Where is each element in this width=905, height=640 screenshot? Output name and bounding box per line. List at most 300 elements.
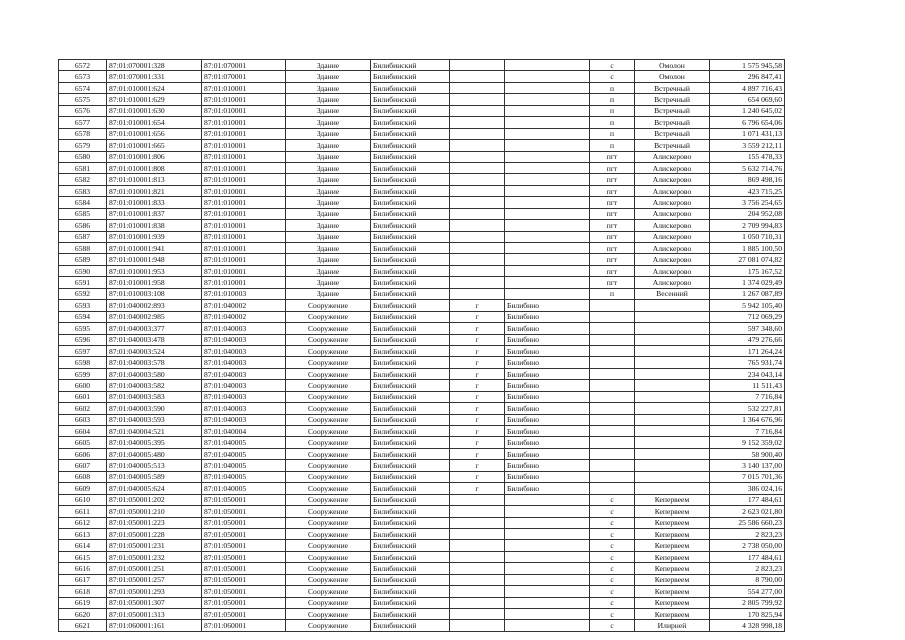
cell-settlement-type xyxy=(450,540,505,551)
cell-cadastral-number: 87:01:010001:665 xyxy=(107,140,202,151)
cell-cadastral-value: 423 715,25 xyxy=(710,185,785,196)
table-row xyxy=(59,300,785,311)
cell-locality-type xyxy=(590,483,635,494)
cell-locality-type: с xyxy=(590,517,635,528)
cell-cadastral-quarter: 87:01:040003 xyxy=(202,323,286,334)
cell-object-type: Сооружение xyxy=(286,357,371,368)
cell-locality-type xyxy=(590,414,635,425)
cell-cadastral-value: 1 050 710,31 xyxy=(710,231,785,242)
cell-row-number: 6580 xyxy=(59,151,107,162)
cell-locality: Кепервеем xyxy=(635,574,710,585)
cell-cadastral-value: 5 632 714,76 xyxy=(710,162,785,173)
cell-cadastral-quarter: 87:01:040005 xyxy=(202,437,286,448)
cell-city xyxy=(505,162,590,173)
cell-cadastral-number: 87:01:040003:478 xyxy=(107,334,202,345)
cell-settlement-type xyxy=(450,254,505,265)
cell-cadastral-value: 3 140 137,00 xyxy=(710,460,785,471)
cell-city: Билибино xyxy=(505,311,590,322)
cell-locality: Омолон xyxy=(635,71,710,82)
cell-object-type: Здание xyxy=(286,71,371,82)
table-row xyxy=(59,117,785,128)
table-row xyxy=(59,426,785,437)
cell-settlement-type xyxy=(450,494,505,505)
table-row xyxy=(59,620,785,631)
cell-cadastral-value: 7 015 701,36 xyxy=(710,471,785,482)
table-row xyxy=(59,380,785,391)
cell-cadastral-quarter: 87:01:010001 xyxy=(202,105,286,116)
cell-locality: Алискерово xyxy=(635,265,710,276)
cell-district: Билибинский xyxy=(371,563,450,574)
cell-settlement-type xyxy=(450,185,505,196)
cell-cadastral-quarter: 87:01:040003 xyxy=(202,391,286,402)
cell-object-type: Здание xyxy=(286,231,371,242)
cell-locality-type: пгт xyxy=(590,208,635,219)
cell-district: Билибинский xyxy=(371,71,450,82)
cell-cadastral-quarter: 87:01:040003 xyxy=(202,414,286,425)
table-row xyxy=(59,345,785,356)
cell-locality-type xyxy=(590,357,635,368)
cell-cadastral-value: 25 586 660,23 xyxy=(710,517,785,528)
cell-city: Билибино xyxy=(505,368,590,379)
cell-city xyxy=(505,94,590,105)
cell-cadastral-number: 87:01:010001:939 xyxy=(107,231,202,242)
cell-district: Билибинский xyxy=(371,471,450,482)
table-row xyxy=(59,403,785,414)
table-row xyxy=(59,128,785,139)
cell-district: Билибинский xyxy=(371,185,450,196)
cell-locality-type: с xyxy=(590,574,635,585)
cell-district: Билибинский xyxy=(371,94,450,105)
cell-settlement-type xyxy=(450,174,505,185)
cell-district: Билибинский xyxy=(371,334,450,345)
cell-district: Билибинский xyxy=(371,117,450,128)
cell-district: Билибинский xyxy=(371,380,450,391)
cell-city xyxy=(505,277,590,288)
cell-cadastral-quarter: 87:01:070001 xyxy=(202,71,286,82)
cell-locality-type: п xyxy=(590,140,635,151)
cell-object-type: Здание xyxy=(286,277,371,288)
cell-cadastral-number: 87:01:050001:223 xyxy=(107,517,202,528)
cell-settlement-type xyxy=(450,82,505,93)
cell-city: Билибино xyxy=(505,437,590,448)
cell-cadastral-quarter: 87:01:050001 xyxy=(202,528,286,539)
cell-row-number: 6588 xyxy=(59,243,107,254)
cell-cadastral-number: 87:01:040003:578 xyxy=(107,357,202,368)
cell-city xyxy=(505,528,590,539)
cell-cadastral-value: 27 081 074,82 xyxy=(710,254,785,265)
cell-city xyxy=(505,586,590,597)
cell-district: Билибинский xyxy=(371,586,450,597)
cell-cadastral-value: 2 738 050,00 xyxy=(710,540,785,551)
cell-city xyxy=(505,60,590,71)
cell-city: Билибино xyxy=(505,334,590,345)
cell-cadastral-value: 386 024,16 xyxy=(710,483,785,494)
cell-locality-type: пгт xyxy=(590,277,635,288)
cell-cadastral-quarter: 87:01:010001 xyxy=(202,82,286,93)
cell-row-number: 6621 xyxy=(59,620,107,631)
cell-city: Билибино xyxy=(505,345,590,356)
cell-object-type: Сооружение xyxy=(286,437,371,448)
cell-object-type: Сооружение xyxy=(286,494,371,505)
cell-cadastral-value: 654 069,60 xyxy=(710,94,785,105)
cell-cadastral-quarter: 87:01:040003 xyxy=(202,345,286,356)
cell-cadastral-value: 7 716,84 xyxy=(710,391,785,402)
cell-cadastral-quarter: 87:01:040003 xyxy=(202,380,286,391)
table-row xyxy=(59,254,785,265)
cell-settlement-type: г xyxy=(450,471,505,482)
cell-cadastral-number: 87:01:010001:654 xyxy=(107,117,202,128)
cell-locality: Алискерово xyxy=(635,162,710,173)
cell-object-type: Сооружение xyxy=(286,517,371,528)
cell-city xyxy=(505,208,590,219)
cell-settlement-type xyxy=(450,609,505,620)
cell-city: Билибино xyxy=(505,483,590,494)
cell-cadastral-quarter: 87:01:040004 xyxy=(202,426,286,437)
cell-row-number: 6591 xyxy=(59,277,107,288)
cell-city xyxy=(505,140,590,151)
cell-row-number: 6589 xyxy=(59,254,107,265)
cell-settlement-type: г xyxy=(450,311,505,322)
cell-city xyxy=(505,71,590,82)
cell-cadastral-quarter: 87:01:040005 xyxy=(202,471,286,482)
cell-settlement-type xyxy=(450,586,505,597)
cell-cadastral-quarter: 87:01:010001 xyxy=(202,140,286,151)
cell-cadastral-value: 1 240 645,02 xyxy=(710,105,785,116)
cell-row-number: 6593 xyxy=(59,300,107,311)
cell-locality-type: с xyxy=(590,71,635,82)
table-row xyxy=(59,60,785,71)
cell-cadastral-quarter: 87:01:050001 xyxy=(202,506,286,517)
cell-cadastral-value: 3 559 212,11 xyxy=(710,140,785,151)
cell-cadastral-number: 87:01:040004:521 xyxy=(107,426,202,437)
cell-cadastral-number: 87:01:010001:808 xyxy=(107,162,202,173)
cell-settlement-type: г xyxy=(450,403,505,414)
cell-row-number: 6601 xyxy=(59,391,107,402)
cell-object-type: Здание xyxy=(286,174,371,185)
cell-locality: Илирней xyxy=(635,620,710,631)
cell-settlement-type xyxy=(450,597,505,608)
cell-settlement-type xyxy=(450,105,505,116)
table-row xyxy=(59,586,785,597)
cell-row-number: 6578 xyxy=(59,128,107,139)
cell-row-number: 6604 xyxy=(59,426,107,437)
cell-district: Билибинский xyxy=(371,220,450,231)
cell-locality-type: с xyxy=(590,563,635,574)
cell-row-number: 6575 xyxy=(59,94,107,105)
cell-locality: Кепервеем xyxy=(635,540,710,551)
cell-locality: Алискерово xyxy=(635,197,710,208)
cell-cadastral-number: 87:01:070001:331 xyxy=(107,71,202,82)
table-row xyxy=(59,368,785,379)
cell-cadastral-quarter: 87:01:010001 xyxy=(202,151,286,162)
table-row xyxy=(59,82,785,93)
cell-object-type: Здание xyxy=(286,94,371,105)
cell-cadastral-number: 87:01:010001:948 xyxy=(107,254,202,265)
cell-cadastral-number: 87:01:010001:941 xyxy=(107,243,202,254)
cell-locality xyxy=(635,426,710,437)
cell-settlement-type xyxy=(450,71,505,82)
cell-locality: Кепервеем xyxy=(635,528,710,539)
cell-object-type: Здание xyxy=(286,105,371,116)
cell-cadastral-quarter: 87:01:050001 xyxy=(202,597,286,608)
cell-object-type: Сооружение xyxy=(286,380,371,391)
cell-locality: Кепервеем xyxy=(635,506,710,517)
cell-locality-type xyxy=(590,380,635,391)
cell-cadastral-value: 2 709 994,83 xyxy=(710,220,785,231)
cell-cadastral-value: 177 484,61 xyxy=(710,551,785,562)
cell-settlement-type xyxy=(450,117,505,128)
cell-city xyxy=(505,288,590,299)
cell-object-type: Сооружение xyxy=(286,483,371,494)
cell-locality-type: п xyxy=(590,94,635,105)
cell-locality xyxy=(635,471,710,482)
cell-district: Билибинский xyxy=(371,151,450,162)
cell-city xyxy=(505,517,590,528)
cell-settlement-type xyxy=(450,140,505,151)
cell-object-type: Сооружение xyxy=(286,448,371,459)
cell-district: Билибинский xyxy=(371,345,450,356)
cell-locality xyxy=(635,403,710,414)
cell-settlement-type: г xyxy=(450,345,505,356)
cell-cadastral-number: 87:01:010001:837 xyxy=(107,208,202,219)
cell-row-number: 6576 xyxy=(59,105,107,116)
cell-cadastral-number: 87:01:040005:624 xyxy=(107,483,202,494)
cell-object-type: Сооружение xyxy=(286,323,371,334)
table-row xyxy=(59,185,785,196)
cell-row-number: 6620 xyxy=(59,609,107,620)
cell-row-number: 6613 xyxy=(59,528,107,539)
cell-cadastral-number: 87:01:010003:108 xyxy=(107,288,202,299)
cell-settlement-type xyxy=(450,517,505,528)
cell-locality: Встречный xyxy=(635,94,710,105)
cell-settlement-type xyxy=(450,162,505,173)
cell-district: Билибинский xyxy=(371,574,450,585)
table-row xyxy=(59,162,785,173)
cell-cadastral-number: 87:01:010001:821 xyxy=(107,185,202,196)
cell-locality: Встречный xyxy=(635,117,710,128)
cell-locality: Встречный xyxy=(635,140,710,151)
cell-row-number: 6607 xyxy=(59,460,107,471)
cell-row-number: 6616 xyxy=(59,563,107,574)
cell-locality xyxy=(635,448,710,459)
cell-cadastral-value: 11 511,43 xyxy=(710,380,785,391)
cell-cadastral-number: 87:01:070001:328 xyxy=(107,60,202,71)
cell-settlement-type xyxy=(450,94,505,105)
table-row xyxy=(59,494,785,505)
table-row xyxy=(59,414,785,425)
cell-cadastral-value: 2 805 799,92 xyxy=(710,597,785,608)
cell-district: Билибинский xyxy=(371,597,450,608)
cell-city xyxy=(505,151,590,162)
cell-locality-type: пгт xyxy=(590,220,635,231)
cell-district: Билибинский xyxy=(371,300,450,311)
cell-locality-type: пгт xyxy=(590,254,635,265)
cell-district: Билибинский xyxy=(371,437,450,448)
cell-cadastral-number: 87:01:040003:524 xyxy=(107,345,202,356)
cell-district: Билибинский xyxy=(371,311,450,322)
cell-district: Билибинский xyxy=(371,60,450,71)
cell-district: Билибинский xyxy=(371,197,450,208)
cell-cadastral-number: 87:01:050001:202 xyxy=(107,494,202,505)
cell-cadastral-value: 171 264,24 xyxy=(710,345,785,356)
cell-city xyxy=(505,494,590,505)
cell-settlement-type xyxy=(450,128,505,139)
cell-city xyxy=(505,174,590,185)
cell-cadastral-value: 234 043,14 xyxy=(710,368,785,379)
cell-district: Билибинский xyxy=(371,517,450,528)
cell-locality-type: п xyxy=(590,105,635,116)
cell-cadastral-value: 8 790,00 xyxy=(710,574,785,585)
cell-settlement-type xyxy=(450,277,505,288)
table-row xyxy=(59,243,785,254)
cell-cadastral-quarter: 87:01:050001 xyxy=(202,609,286,620)
cell-cadastral-number: 87:01:040003:377 xyxy=(107,323,202,334)
cell-locality-type xyxy=(590,345,635,356)
cell-locality: Встречный xyxy=(635,128,710,139)
cell-row-number: 6596 xyxy=(59,334,107,345)
cell-cadastral-value: 1 575 945,58 xyxy=(710,60,785,71)
cell-district: Билибинский xyxy=(371,620,450,631)
cell-locality: Алискерово xyxy=(635,208,710,219)
cell-city xyxy=(505,231,590,242)
cell-settlement-type: г xyxy=(450,391,505,402)
table-row xyxy=(59,357,785,368)
cell-city xyxy=(505,117,590,128)
cell-row-number: 6590 xyxy=(59,265,107,276)
table-row xyxy=(59,563,785,574)
cell-row-number: 6585 xyxy=(59,208,107,219)
cell-city: Билибино xyxy=(505,300,590,311)
cell-locality-type: с xyxy=(590,528,635,539)
cell-row-number: 6594 xyxy=(59,311,107,322)
cell-locality-type xyxy=(590,426,635,437)
cell-cadastral-quarter: 87:01:050001 xyxy=(202,551,286,562)
cell-cadastral-quarter: 87:01:010001 xyxy=(202,231,286,242)
cell-district: Билибинский xyxy=(371,288,450,299)
cell-locality xyxy=(635,391,710,402)
cell-locality: Алискерово xyxy=(635,185,710,196)
cell-cadastral-value: 4 328 998,18 xyxy=(710,620,785,631)
cell-settlement-type: г xyxy=(450,368,505,379)
cell-cadastral-number: 87:01:050001:228 xyxy=(107,528,202,539)
cell-cadastral-number: 87:01:010001:833 xyxy=(107,197,202,208)
cell-row-number: 6574 xyxy=(59,82,107,93)
table-row xyxy=(59,448,785,459)
cell-settlement-type: г xyxy=(450,323,505,334)
cell-district: Билибинский xyxy=(371,128,450,139)
cell-cadastral-number: 87:01:010001:624 xyxy=(107,82,202,93)
cell-object-type: Сооружение xyxy=(286,540,371,551)
cell-settlement-type xyxy=(450,265,505,276)
cell-locality xyxy=(635,300,710,311)
cell-locality-type xyxy=(590,471,635,482)
cell-locality-type xyxy=(590,334,635,345)
table-row xyxy=(59,105,785,116)
cell-locality-type xyxy=(590,437,635,448)
cell-row-number: 6584 xyxy=(59,197,107,208)
cell-district: Билибинский xyxy=(371,162,450,173)
table-row xyxy=(59,574,785,585)
cell-cadastral-value: 9 152 359,02 xyxy=(710,437,785,448)
cell-object-type: Сооружение xyxy=(286,609,371,620)
table-row xyxy=(59,609,785,620)
table-row xyxy=(59,551,785,562)
cell-locality: Кепервеем xyxy=(635,551,710,562)
cell-district: Билибинский xyxy=(371,323,450,334)
cell-district: Билибинский xyxy=(371,540,450,551)
cell-settlement-type xyxy=(450,243,505,254)
cell-district: Билибинский xyxy=(371,82,450,93)
cell-row-number: 6581 xyxy=(59,162,107,173)
cell-city xyxy=(505,265,590,276)
table-row xyxy=(59,506,785,517)
cell-district: Билибинский xyxy=(371,265,450,276)
cell-cadastral-number: 87:01:040005:480 xyxy=(107,448,202,459)
cell-object-type: Сооружение xyxy=(286,414,371,425)
cell-object-type: Здание xyxy=(286,151,371,162)
cell-district: Билибинский xyxy=(371,357,450,368)
cell-cadastral-quarter: 87:01:040003 xyxy=(202,368,286,379)
cell-cadastral-quarter: 87:01:050001 xyxy=(202,494,286,505)
cell-object-type: Здание xyxy=(286,254,371,265)
cell-cadastral-quarter: 87:01:060001 xyxy=(202,620,286,631)
cell-row-number: 6606 xyxy=(59,448,107,459)
cell-cadastral-value: 597 348,60 xyxy=(710,323,785,334)
cell-row-number: 6595 xyxy=(59,323,107,334)
cell-cadastral-quarter: 87:01:050001 xyxy=(202,574,286,585)
cell-locality-type: п xyxy=(590,288,635,299)
cell-locality: Кепервеем xyxy=(635,597,710,608)
cell-row-number: 6599 xyxy=(59,368,107,379)
cell-locality-type: с xyxy=(590,609,635,620)
cell-cadastral-number: 87:01:010001:630 xyxy=(107,105,202,116)
cell-locality-type: пгт xyxy=(590,265,635,276)
cell-locality: Алискерово xyxy=(635,254,710,265)
cell-district: Билибинский xyxy=(371,494,450,505)
cell-locality-type xyxy=(590,323,635,334)
cell-locality-type: п xyxy=(590,82,635,93)
cell-object-type: Здание xyxy=(286,162,371,173)
cell-locality xyxy=(635,357,710,368)
cell-cadastral-number: 87:01:040002:893 xyxy=(107,300,202,311)
cell-locality: Встречный xyxy=(635,82,710,93)
cell-city xyxy=(505,609,590,620)
cell-city xyxy=(505,254,590,265)
cell-locality-type: с xyxy=(590,506,635,517)
cell-locality-type: с xyxy=(590,597,635,608)
cell-settlement-type xyxy=(450,208,505,219)
cell-object-type: Сооружение xyxy=(286,391,371,402)
cell-locality-type: пгт xyxy=(590,231,635,242)
cell-locality-type: п xyxy=(590,128,635,139)
cell-cadastral-quarter: 87:01:010001 xyxy=(202,117,286,128)
cell-district: Билибинский xyxy=(371,174,450,185)
cell-object-type: Сооружение xyxy=(286,460,371,471)
cell-cadastral-number: 87:01:010001:958 xyxy=(107,277,202,288)
cell-cadastral-value: 765 931,74 xyxy=(710,357,785,368)
cell-cadastral-value: 5 942 105,40 xyxy=(710,300,785,311)
cell-locality xyxy=(635,334,710,345)
cell-cadastral-value: 1 267 087,89 xyxy=(710,288,785,299)
cell-locality-type: с xyxy=(590,540,635,551)
cell-locality: Кепервеем xyxy=(635,586,710,597)
table-row xyxy=(59,540,785,551)
table-row xyxy=(59,311,785,322)
cell-cadastral-number: 87:01:040003:593 xyxy=(107,414,202,425)
cell-settlement-type: г xyxy=(450,483,505,494)
cell-cadastral-quarter: 87:01:010001 xyxy=(202,220,286,231)
cell-row-number: 6587 xyxy=(59,231,107,242)
